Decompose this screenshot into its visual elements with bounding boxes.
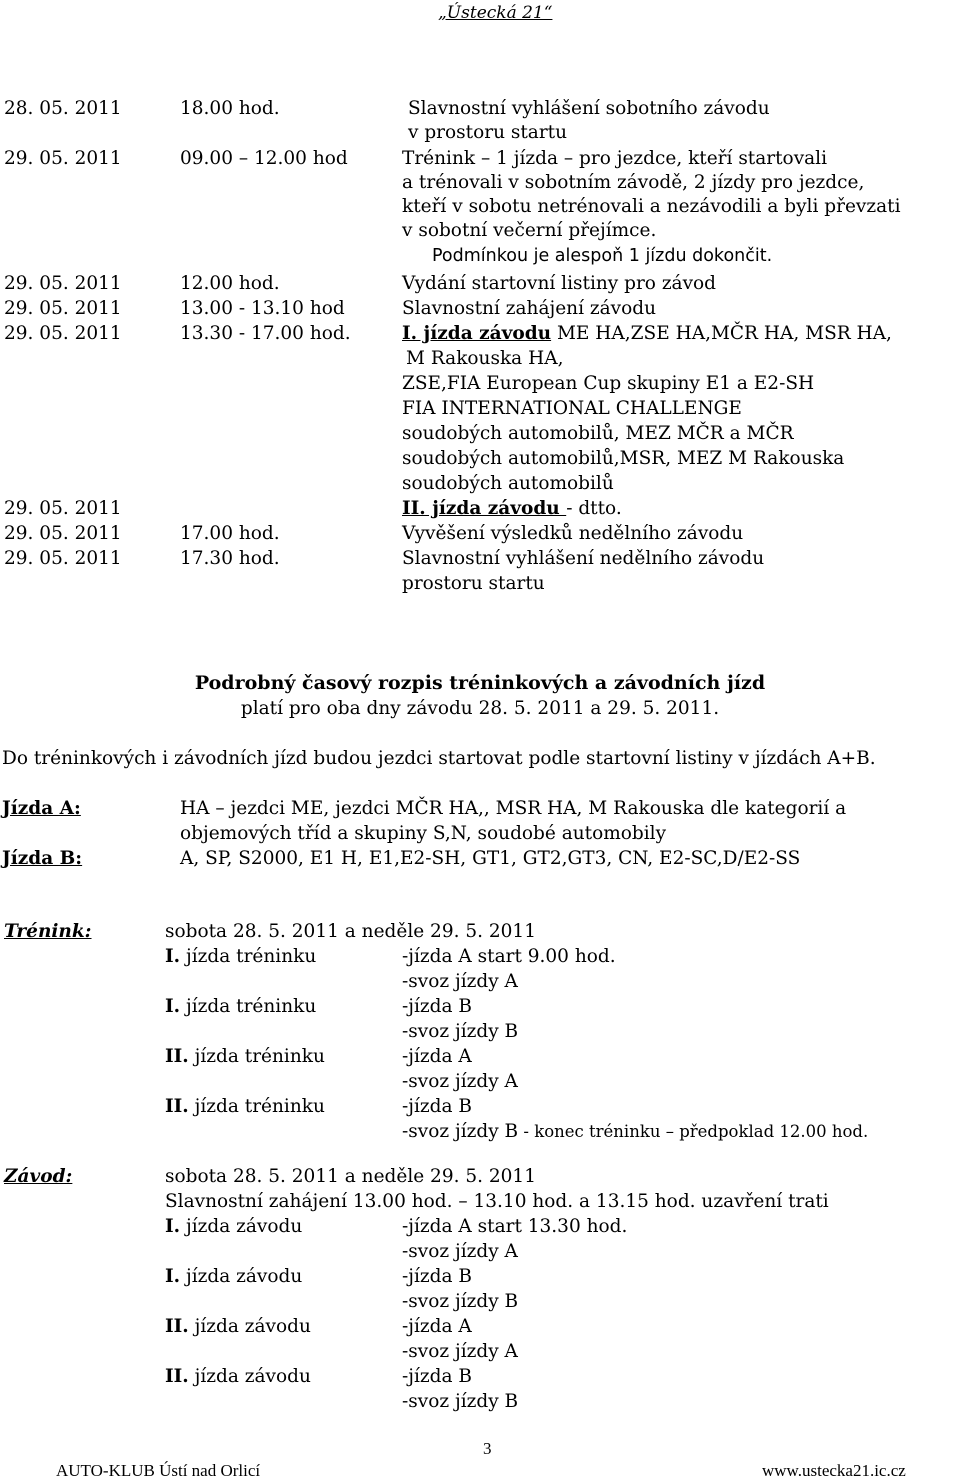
run-line-text: -svoz jízdy B (402, 1121, 519, 1142)
race-run-line: -jízda B (402, 1366, 472, 1387)
training-run-name (165, 1046, 325, 1067)
schedule-date: 28. 05. 2011 (4, 98, 122, 119)
detail-subheading: platí pro oba dny závodu 28. 5. 2011 a 29. 5. 2011. (240, 698, 720, 719)
run-name: jízda závodu (180, 1216, 303, 1237)
race-run-line: -svoz jízdy B (402, 1391, 519, 1412)
race-label: Závod: (4, 1166, 73, 1187)
schedule-time: 17.30 hod. (180, 548, 280, 569)
footer-left: AUTO-KLUB Ústí nad Orlicí (56, 1461, 261, 1480)
group-a-text: HA – jezdci ME, jezdci MČR HA,, MSR HA, M Rakouska dle kategorií a (180, 798, 847, 819)
schedule-date: 29. 05. 2011 (4, 298, 122, 319)
group-a-label: Jízda A: (2, 798, 81, 819)
schedule-date: 29. 05. 2011 (4, 548, 122, 569)
race-run-name (165, 1316, 311, 1337)
detail-intro: Do tréninkových i závodních jízd budou jezdci startovat podle startovní listiny v jízdách A+B. (2, 748, 876, 769)
schedule-time: 18.00 hod. (180, 98, 280, 119)
schedule-text: FIA INTERNATIONAL CHALLENGE (402, 398, 742, 419)
run-name: jízda tréninku (188, 1096, 325, 1117)
race-run-name (165, 1266, 302, 1287)
run-name: jízda závodu (188, 1366, 311, 1387)
training-dates: sobota 28. 5. 2011 a neděle 29. 5. 2011 (165, 921, 536, 942)
training-run-line (402, 1121, 868, 1142)
training-run-line: -jízda A (402, 1046, 472, 1067)
schedule-text: Slavnostní zahájení závodu (402, 298, 657, 319)
schedule-note: Podmínkou je alespoň 1 jízdu dokončit. (432, 246, 773, 266)
race-run-label: II. jízda závodu (402, 498, 567, 519)
race-run-line: -jízda A start 13.30 hod. (402, 1216, 628, 1237)
schedule-text: - dtto. (566, 498, 622, 519)
schedule-text: Slavnostní vyhlášení sobotního závodu (408, 98, 770, 119)
schedule-time: 17.00 hod. (180, 523, 280, 544)
run-name: jízda tréninku (180, 946, 317, 967)
schedule-text: v prostoru startu (408, 122, 568, 143)
schedule-text: ZSE,FIA European Cup skupiny E1 a E2-SH (402, 373, 815, 394)
schedule-text: soudobých automobilů,MSR, MEZ M Rakouska (402, 448, 845, 469)
run-name: jízda závodu (180, 1266, 303, 1287)
schedule-text: a trénovali v sobotním závodě, 2 jízdy pro jezdce, (402, 172, 865, 193)
training-run-name (165, 946, 316, 967)
run-number: II. (165, 1366, 189, 1387)
race-run-label: I. jízda závodu (402, 323, 552, 344)
schedule-text-line (402, 498, 622, 519)
schedule-text-line (402, 323, 892, 344)
race-dates: sobota 28. 5. 2011 a neděle 29. 5. 2011 (165, 1166, 536, 1187)
run-number: I. (165, 996, 181, 1017)
race-run-line: -svoz jízdy B (402, 1291, 519, 1312)
schedule-text: Vydání startovní listiny pro závod (402, 273, 717, 294)
detail-heading: Podrobný časový rozpis tréninkových a závodních jízd (194, 672, 766, 694)
schedule-text: kteří v sobotu netrénovali a nezávodili a byli převzati (402, 196, 901, 217)
schedule-time: 13.00 - 13.10 hod (180, 298, 345, 319)
schedule-text: Vyvěšení výsledků nedělního závodu (402, 523, 744, 544)
header-title: „Ústecká 21“ (438, 3, 553, 23)
race-run-line: -svoz jízdy A (402, 1241, 518, 1262)
run-name: jízda závodu (188, 1316, 311, 1337)
group-a-text: objemových tříd a skupiny S,N, soudobé automobily (180, 823, 667, 844)
group-b-label: Jízda B: (2, 848, 83, 869)
schedule-text: ME HA,ZSE HA,MČR HA, MSR HA, (551, 323, 892, 344)
race-run-line: -jízda A (402, 1316, 472, 1337)
footer-right: www.ustecka21.ic.cz (762, 1461, 906, 1480)
run-number: II. (165, 1096, 189, 1117)
race-run-name (165, 1366, 311, 1387)
schedule-text: Trénink – 1 jízda – pro jezdce, kteří startovali (402, 148, 828, 169)
training-label: Trénink: (4, 921, 92, 942)
schedule-time: 09.00 – 12.00 hod (180, 148, 348, 169)
schedule-time: 13.30 - 17.00 hod. (180, 323, 351, 344)
page-number: 3 (483, 1439, 492, 1458)
schedule-text: v sobotní večerní přejímce. (402, 220, 657, 241)
training-run-line: -svoz jízdy B (402, 1021, 519, 1042)
race-opening: Slavnostní zahájení 13.00 hod. – 13.10 hod. a 13.15 hod. uzavření trati (165, 1191, 829, 1212)
schedule-text: soudobých automobilů, MEZ MČR a MČR (402, 423, 794, 444)
schedule-date: 29. 05. 2011 (4, 148, 122, 169)
training-run-name (165, 996, 316, 1017)
schedule-date: 29. 05. 2011 (4, 498, 122, 519)
schedule-text: soudobých automobilů (402, 473, 614, 494)
schedule-date: 29. 05. 2011 (4, 323, 122, 344)
schedule-date: 29. 05. 2011 (4, 273, 122, 294)
run-number: I. (165, 1216, 181, 1237)
schedule-text: M Rakouska HA, (406, 348, 564, 369)
run-name: jízda tréninku (180, 996, 317, 1017)
training-end-note: - konec tréninku – předpoklad 12.00 hod. (518, 1122, 869, 1141)
race-run-name (165, 1216, 302, 1237)
schedule-date: 29. 05. 2011 (4, 523, 122, 544)
schedule-time: 12.00 hod. (180, 273, 280, 294)
schedule-text: prostoru startu (402, 573, 545, 594)
run-number: I. (165, 946, 181, 967)
training-run-line: -svoz jízdy A (402, 1071, 518, 1092)
group-b-text: A, SP, S2000, E1 H, E1,E2-SH, GT1, GT2,GT3, CN, E2-SC,D/E2-SS (180, 848, 801, 869)
training-run-line: -svoz jízdy A (402, 971, 518, 992)
training-run-line: -jízda B (402, 996, 472, 1017)
run-number: II. (165, 1046, 189, 1067)
schedule-text: Slavnostní vyhlášení nedělního závodu (402, 548, 765, 569)
race-run-line: -svoz jízdy A (402, 1341, 518, 1362)
run-number: II. (165, 1316, 189, 1337)
training-run-name (165, 1096, 325, 1117)
run-name: jízda tréninku (188, 1046, 325, 1067)
race-run-line: -jízda B (402, 1266, 472, 1287)
training-run-line: -jízda A start 9.00 hod. (402, 946, 616, 967)
training-run-line: -jízda B (402, 1096, 472, 1117)
run-number: I. (165, 1266, 181, 1287)
